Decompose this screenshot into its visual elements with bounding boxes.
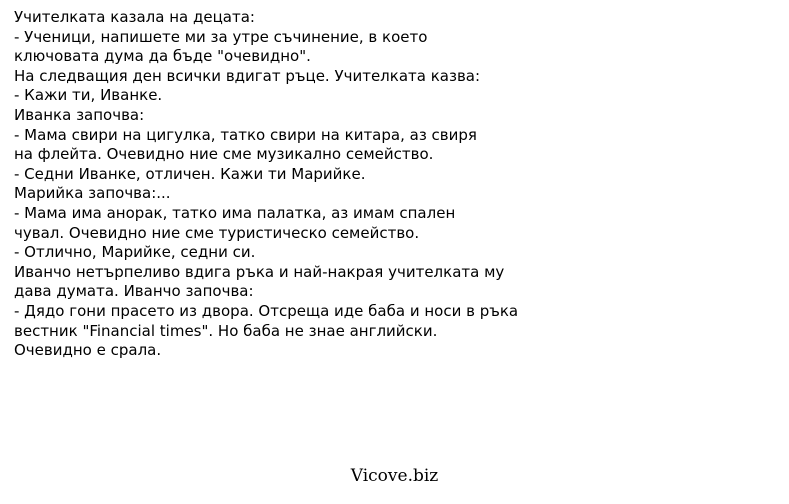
joke-line: - Мама свири на цигулка, татко свири на китара, аз свиря xyxy=(14,125,477,144)
joke-line: - Дядо гони прасето из двора. Отсреща иде баба и носи в ръка xyxy=(14,301,519,320)
joke-line: Иванчо нетърпеливо вдига ръка и най-накрая учителката му xyxy=(14,262,505,281)
joke-line: - Ученици, напишете ми за утре съчинение, в което xyxy=(14,27,428,46)
joke-line: - Кажи ти, Иванке. xyxy=(14,86,163,105)
joke-line: - Отлично, Марийке, седни си. xyxy=(14,243,256,262)
joke-line: ключовата дума да бъде "очевидно". xyxy=(14,47,311,66)
joke-line: - Мама има анорак, татко има палатка, аз имам спален xyxy=(14,203,456,222)
joke-line: Учителката казала на децата: xyxy=(14,8,255,26)
joke-line: Марийка започва:... xyxy=(14,184,171,203)
joke-line: вестник "Financial times". Но баба не знае английски. xyxy=(14,321,438,340)
joke-line: На следващия ден всички вдигат ръце. Учителката казва: xyxy=(14,66,481,85)
joke-text xyxy=(14,8,774,361)
joke-line: Очевидно е срала. xyxy=(14,341,162,360)
site-watermark: Vicove.biz xyxy=(350,466,439,486)
joke-line: на флейта. Очевидно ние сме музикално семейство. xyxy=(14,145,434,164)
joke-line: чувал. Очевидно ние сме туристическо семейство. xyxy=(14,223,420,242)
joke-line: Иванка започва: xyxy=(14,105,145,124)
joke-line: дава думата. Иванчо започва: xyxy=(14,282,254,301)
joke-line: - Седни Иванке, отличен. Кажи ти Марийке. xyxy=(14,164,366,183)
